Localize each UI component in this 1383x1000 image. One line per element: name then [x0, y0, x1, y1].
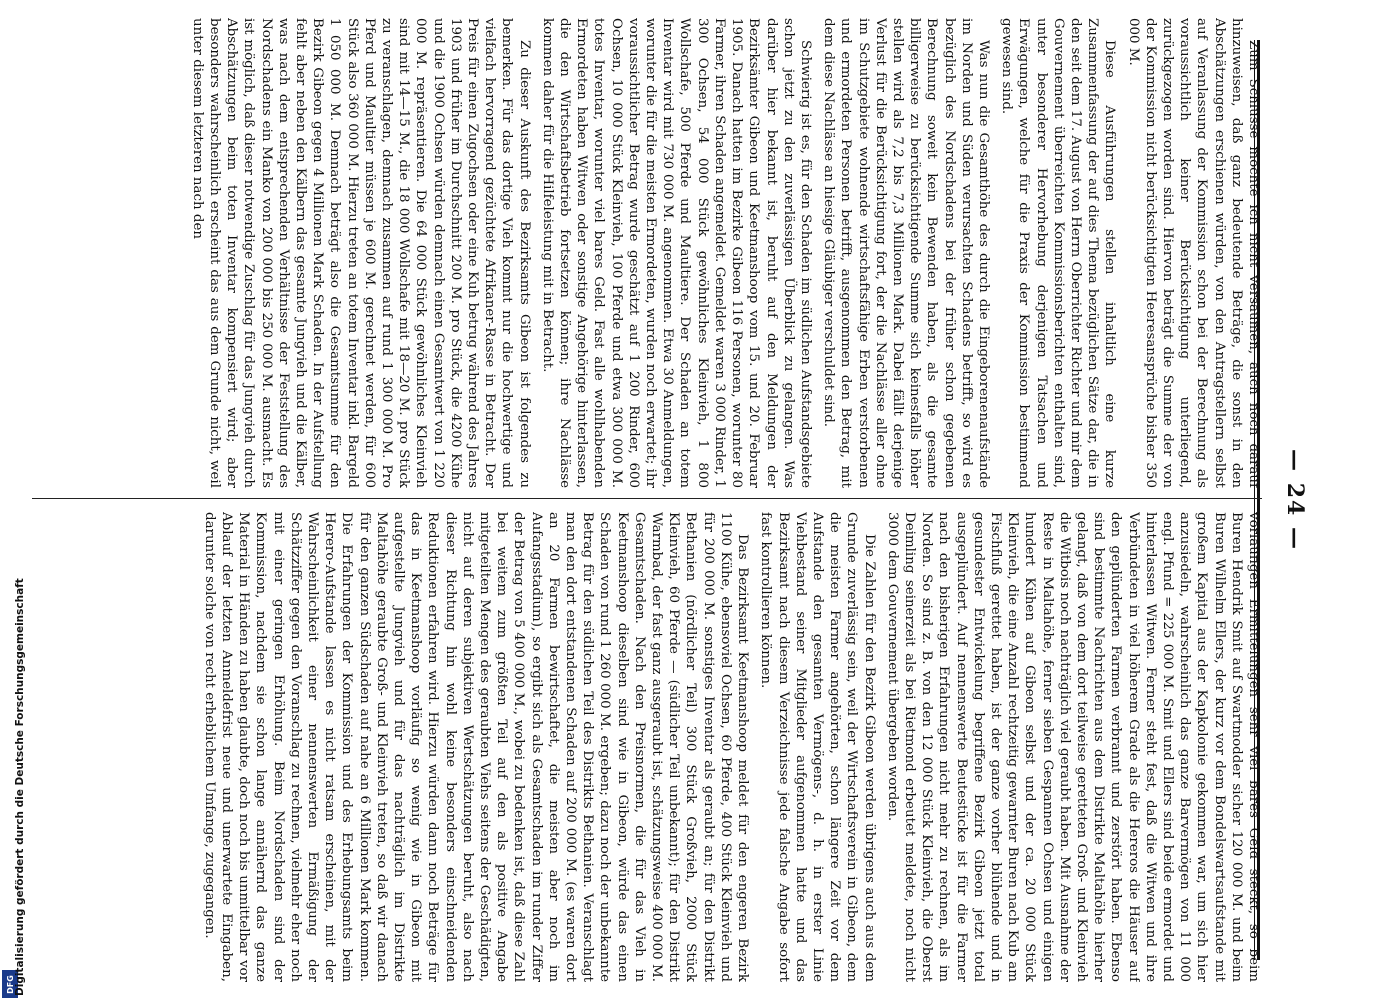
column-divider — [32, 498, 1262, 499]
text-column-right — [22, 512, 1262, 982]
page-number: — 24 — — [1282, 449, 1308, 551]
dfg-logo-text: DFG — [5, 974, 15, 994]
paragraph: Zum Schlusse möchte ich nicht versäumen, auch noch darauf hinzuweisen, daß ganz bedeutende Beträge, die sonst in den Abschätzungen erschienen würden, von den Antragstellern selbst auf Veranlassung der Kommission schon bei der Berechnung als voraussichtlich keiner Berücksichtigung unterliegend, zurückgezogen worden sind. Hiervon beträgt die Summe der von der Kommission nicht berücksichtigten Heeresansprüche bisher 350 000 M. — [1125, 18, 1261, 488]
paragraph: Diese Ausführungen stellen inhaltlich eine kurze Zusammenfassung der auf dies Thema bezüglichen Sätze dar, die in den seit dem 17. August von Herrn Oberrichter Richter und mir dem Gouvernement überreichten Kommissionsberichten enthalten sind, unter besonderer Hervorhebung derjenigen Tatsachen und Erwägungen, welche für die Praxis der Kommission bestimmend gewesen sind. — [999, 18, 1118, 488]
paragraph: Das Bezirksamt Keetmanshoop meldet für den engeren Bezirk 1100 Kühe, ebensoviel Ochsen, 60 Pferde, 400 Stück Kleinvieh und für 200 000 M. sonstiges Inventar als geraubt an; für den Distrikt Bethanien (nördlicher Teil) 300 Stück Großvieh, 2000 Stück Kleinvieh, 60 Pferde — (südlicher Teil unbekannt); für den Distrikt Warmbad, der fast ganz ausgeraubt ist, schätzungsweise 400 000 M. Gesamtschaden. Nach den Preisnormen, die für das Vieh in Keetmanshoop dieselben sind wie in Gibeon, würde das einen Schaden von rund 1 260 000 M. ergeben; dazu noch der unbekannte Betrag für den südlichen Teil des Distrikts Bethanien. Veranschlagt man den dort entstandenen Schaden auf 200 000 M. (es waren dort an 20 Farmen bewirtschaftet, die meisten aber noch im Aufangsstadium), so ergibt sich als Gesamtschaden im runder Ziffer der Betrag von 5 400 000 M., wobei zu bedenken ist, daß diese Zahl bei weitem zum größten Teil auf den als positive Angabe mitgeteilten Mengen des geraubten Viehs seitens der Geschädigten, nicht auf deren subjektiven Wertschätzungen beruht, also nach dieser Richtung hin wohl keine besonders einschneidenden Reduktionen erfahren wird. Hierzu würden dann noch Beträge für das in Keetmanshoop vorläufig so wenig wie in Gibeon mit aufgestellte Jungvieh und für das nachträglich im Distrikte Maltahöhe geraubte Groß- und Kleinvieh treten, so daß wir danach für den ganzen Südschaden auf nahe an 6 Millionen Mark kommen. Die Erfahrungen der Kommission und des Erhebungsamts beim Herero-Aufstande lassen es nicht ratsam erscheinen, mit der Wahrscheinlichkeit einer nennenswerten Ermäßigung der Schätzziffer gegen den Voranschlag zu rechnen, vielmehr eher noch mit einer geringen Erhöhung. Beim Nordschaden sind der Kommission, nachdem sie schon lange annähernd das ganze Material in Händen zu haben glaubte, doch noch bis unmittelbar vor Ablauf der letzten Anmeldefrist neue und unerwartete Eingaben, darunter solche von recht erheblichem Umfange, zugegangen. — [201, 512, 751, 982]
paragraph: Schwierig ist es, für den Schaden im südlichen Aufstandsgebiete schon jetzt zu den zuverlässigen Überblick zu gelangen. Was darüber hier bekannt ist, beruht auf den Meldungen der Bezirksämter Gibeon und Keetmanshoop vom 15. und 20. Februar 1905. Danach hatten im Bezirke Gibeon 116 Personen, worunter 80 Farmer, ihren Schaden angemeldet. Gemeldet waren 3 000 Rinder, 1 300 Ochsen, 54 000 Stück gewöhnliches Kleinvieh, 1 800 Wollschafe, 500 Pferde und Maultiere. Der Schaden an totem Inventar wird mit 730 000 M. angenommen. Etwa 30 Anmeldungen, worunter die für die meisten Ermordeten, wurden noch erwartet; ihr voraussichtlicher Betrag wurde geschätzt auf 1 200 Rinder, 600 Ochsen, 10 000 Stück Kleinvieh, 100 Pferde und etwa 300 000 M. totes Inventar, worunter viel bares Geld. Fast alle wohlhabenden Ermordeten haben Witwen oder sonstige Angehörige hinterlassen, die den Wirtschaftsbetrieb fortsetzen können; ihre Nachlässe kommen daher für die Hilfeleistung mit in Betracht. — [539, 18, 813, 488]
paragraph: Zu dieser Auskunft des Bezirksamts Gibeon ist folgendes zu bemerken. Für das dortige Vieh kommt nur die hochwertige und vielfach hervorragend gezüchtete Afrikaner-Rasse in Betracht. Der Preis für einen Zugochsen oder eine Kuh betrug während des Jahres 1903 und früher im Durchschnitt 200 M. pro Stück, die 4200 Kühe und die 1900 Ochsen würden demnach einen Gesamtwert von 1 220 000 M. repräsentieren. Die 64 000 Stück gewöhnliches Kleinvieh sind mit 14—15 M., die 18 000 Wollschafe mit 18—20 M. pro Stück zu veranschlagen, demnach zusammen auf rund 1 300 000 M. Pro Pferd und Maultier müssen je 600 M. gerechnet werden, für 600 Stück also 360 000 M. Hierzu treten an totem Inventar inkl. Bargeld 1 050 000 M. Demnach beträgt also die Gesamtsumme für den Bezirk Gibeon gegen 4 Millionen Mark Schaden. In der Aufstellung fehlt aber neben den Kälbern das gesamte Jungvieh und die Kälber, was nach dem entsprechenden Verhältnisse der Feststellung des Nordschadens ein Manko von 200 000 bis 250 000 M. ausmacht. Es ist möglich, daß dieser notwendige Zuschlag für das Jungvieh durch Abschätzungen beim toten Inventar kompensiert wird; aber besonders wahrscheinlich erscheint das aus dem Grunde nicht, weil unter diesem letzteren nach den — [189, 18, 532, 488]
digitization-credit: Digitalisierung gefördert durch die Deutsche Forschungsgemeinschaft — [14, 578, 26, 996]
paragraph: Was nun die Gesamthöhe des durch die Eingeborenenaufstände im Norden und Süden verursachten Schadens betrifft, so wird es bezüglich des Nordschadens bei der früher schon gegebenen Berechnung soweit kein Bewenden haben, als die gesamte billigerweise zu berücksichtigende Summe sich keinesfalls höher stellen wird als 7,2 bis 7,3 Millionen Mark. Dabei fällt derjenige Verlust für die Berücksichtigung fort, der die Nachlässe aller ohne im Schutzgebiete wohnende wirtschaftsfähige Erben verstorbenen und ermordeten Personen betrifft, ausgenommen den Betrag, mit dem diese Nachlässe an hiesige Gläubiger verschuldet sind. — [821, 18, 991, 488]
text-column-left — [22, 18, 1262, 488]
paragraph: Die Zahlen für den Bezirk Gibeon werden übrigens auch aus dem Grunde zuverlässig sein, weil der Wirtschaftsverein in Gibeon, dem die meisten Farmer angehörten, schon längere Zeit vor dem Aufstande den gesamten Vermögens-, d. h. in erster Linie Viehbestand seiner Mitglieder aufgenommen hatte und das Bezirksamt nach diesem Verzeichnisse jede falsche Angabe sofort fast kontrollieren können. — [758, 512, 877, 982]
page-header — [1272, 0, 1312, 1000]
paragraph: vorläufigen Ermittelungen sehr viel bares Geld steckt, so beim Buren Hendrik Smit auf Swartmodder sicher 120 000 M. und beim Buren Wilhelm Ellers, der kurz vor dem Bondelswartsaufstande mit großem Kapital aus der Kapkolonie gekommen war, um sich hier anzusiedeln, wahrscheinlich das ganze Barvermögen von 11 000 engl. Pfund = 225 000 M. Smit und Ellers sind beide ermordet und hinterlassen Witwen. Ferner steht fest, daß die Witwen und ihre Verbündeten in viel höherem Grade als die Hereros die Häuser auf den geplünderten Farmen verbrannt und zerstört haben. Ebenso sind bestimmte Nachrichten aus dem Distrikte Maltahöhe hierher gelangt, daß von dem dort teilweise geretteten Groß- und Kleinvieh die Witbois noch nachträglich viel geraubt haben. Mit Ausnahme der Reste in Maltahöhe, ferner sieben Gespannen Ochsen und einigen hundert Kühen auf Gibeon selbst und der ca. 20 000 Stück Kleinvieh, die eine Anzahl rechtzeitig gewarnter Buren nach Kub am Fischfluß gerettet haben, ist der ganze vorher blühende und in gesundester Entwickelung begriffene Bezirk Gibeon jetzt total ausgeplündert. Auf nennenswerte Beutestücke ist für die Farmer nach den bisherigen Erfahrungen nicht mehr zu rechnen, als im Norden. So sind z. B. von den 12 000 Stück Kleinvieh, die Oberst Deimling seinerzeit als bei Rietmond erbeutet meldete, noch nicht 3000 dem Gouvernement übergeben worden. — [884, 512, 1261, 982]
